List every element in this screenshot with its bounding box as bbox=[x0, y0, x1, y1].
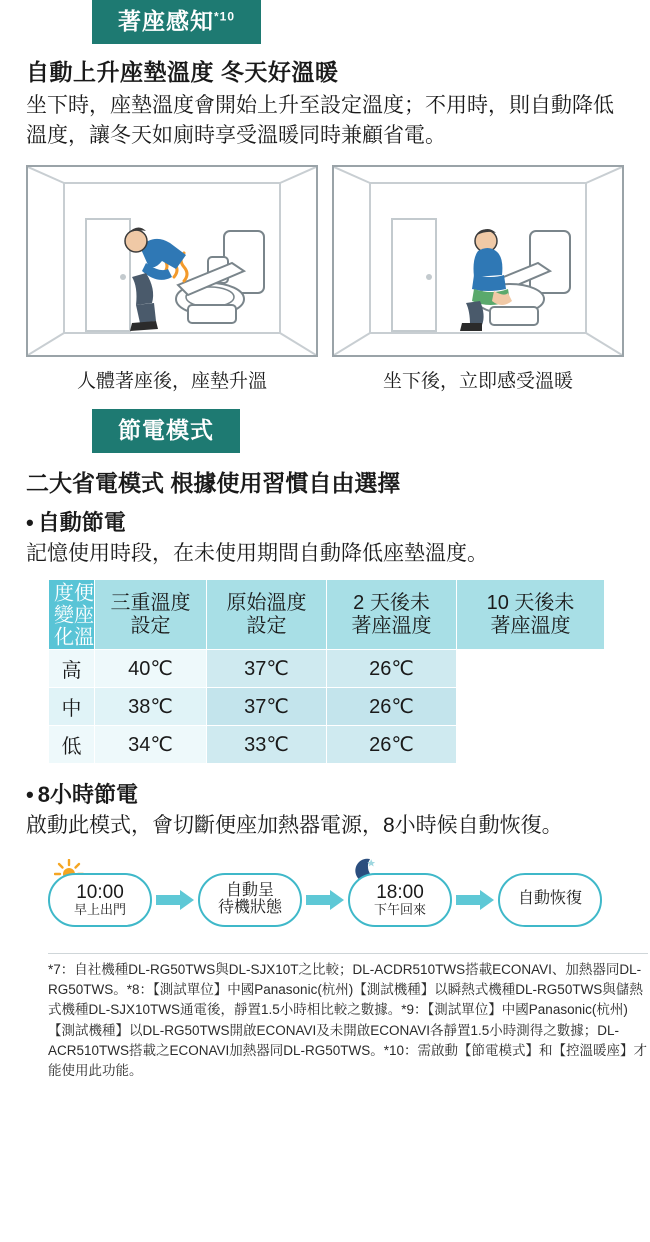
timeline-node-standby-line2: 待機狀態 bbox=[217, 898, 282, 916]
bullet-8hour-save: • 8小時節電 bbox=[26, 778, 624, 809]
table-row bbox=[49, 726, 605, 764]
table-col-header-1-line2: 設定 bbox=[130, 614, 171, 637]
section1-subheading: 自動上升座墊溫度 冬天好溫暖 bbox=[26, 59, 339, 86]
table-vertical-header bbox=[49, 580, 95, 650]
illustration-captions bbox=[26, 357, 624, 393]
table-col-header-4-line1: 10 天後未 bbox=[486, 591, 575, 614]
table-cell-original-mid: 38℃ bbox=[95, 688, 207, 726]
illustration-seated-user bbox=[332, 165, 624, 357]
table-row bbox=[49, 688, 605, 726]
timeline-node-standby bbox=[198, 873, 302, 927]
table-cell-after10-low: 26℃ bbox=[327, 726, 457, 764]
illustration-row bbox=[26, 165, 624, 357]
table-col-header-1-line1: 三重溫度 bbox=[110, 591, 191, 614]
room-perspective-left bbox=[28, 167, 316, 355]
ribbon-label: 著座感知 bbox=[118, 8, 214, 34]
bullet-8hour-save-desc: 啟動此模式，會切斷便座加熱器電源，8小時候自動恢復。 bbox=[26, 814, 563, 838]
section2-heading-ribbon bbox=[92, 409, 240, 453]
table-col-header-4-line2: 著座溫度 bbox=[490, 614, 571, 637]
table-col-header-2-line2: 設定 bbox=[246, 614, 287, 637]
timeline-node-morning-time: 10:00 bbox=[76, 882, 124, 904]
table-col-header-3-line1: 2 天後未 bbox=[353, 591, 430, 614]
table-col-header-4 bbox=[457, 580, 605, 650]
table-cell-after2-mid: 37℃ bbox=[207, 688, 327, 726]
table-row bbox=[49, 650, 605, 688]
footnote: *7：自社機種DL-RG50TWS與DL-SJX10T之比較；DL-ACDR510TWS搭載ECONAVI、加熱器同DL-RG50TWS。*8：【測試單位】中國Panasonic(杭州)【測試機種】以瞬熱式機種DL-RG50TWS與儲熱式機種DL-SJX10TWS通電後，靜置1.5小時相比較之數據。*9：【測試單位】中國Panasonic(杭州)【測試機種】以DL-RG50TWS開啟ECONAVI及未開啟ECONAVI各靜置1.5小時測得之數據；DL-ACR510TWS搭載之ECONAVI加熱器同DL-RG50TWS。*10：需啟動【節電模式】和【控溫暖座】才能使用此功能。 bbox=[48, 953, 648, 1082]
section1-paragraph: 坐下時，座墊溫度會開始上升至設定溫度；不用時，則自動降低溫度，讓冬天如廁時享受溫暖同時兼顧省電。 bbox=[26, 94, 614, 148]
room-perspective-right bbox=[334, 167, 622, 355]
table-cell-level-high: 高 bbox=[49, 650, 95, 688]
table-cell-after10-mid: 26℃ bbox=[327, 688, 457, 726]
timeline-node-morning bbox=[48, 873, 152, 927]
timeline-node-evening bbox=[348, 873, 452, 927]
table-col-header-3-line2: 著座溫度 bbox=[351, 614, 432, 637]
table-col-header-3 bbox=[327, 580, 457, 650]
section-seat-sensing bbox=[26, 0, 624, 393]
timeline bbox=[48, 857, 616, 943]
table-cell-after2-low: 33℃ bbox=[207, 726, 327, 764]
timeline-node-standby-line1: 自動呈 bbox=[225, 882, 274, 900]
section-power-save bbox=[26, 409, 624, 943]
timeline-arrow-1 bbox=[152, 890, 198, 910]
illustration-standing-user bbox=[26, 165, 318, 357]
table-cell-original-low: 34℃ bbox=[95, 726, 207, 764]
timeline-node-evening-time: 18:00 bbox=[376, 882, 424, 904]
timeline-node-morning-label: 早上出門 bbox=[73, 901, 126, 917]
table-cell-original-high: 40℃ bbox=[95, 650, 207, 688]
section2-ribbon-label: 節電模式 bbox=[118, 416, 214, 443]
table-cell-level-mid: 中 bbox=[49, 688, 95, 726]
table-header-row bbox=[49, 580, 605, 650]
table-col-header-2-line1: 原始溫度 bbox=[226, 591, 307, 614]
ribbon-superscript: *10 bbox=[214, 9, 236, 24]
table-cell-after2-high: 37℃ bbox=[207, 650, 327, 688]
table-cell-level-low: 低 bbox=[49, 726, 95, 764]
table-vertical-header-text: 便座溫度變化 bbox=[50, 581, 93, 648]
temperature-table bbox=[48, 579, 605, 764]
timeline-node-restore bbox=[498, 873, 602, 927]
bullet-auto-save-desc: 記憶使用時段，在未使用期間自動降低座墊溫度。 bbox=[26, 542, 488, 566]
table-col-header-1 bbox=[95, 580, 207, 650]
section2-subheading: 二大省電模式 根據使用習慣自由選擇 bbox=[26, 470, 401, 497]
timeline-arrow-3 bbox=[452, 890, 498, 910]
table-col-header-2 bbox=[207, 580, 327, 650]
section-heading-ribbon bbox=[92, 0, 261, 44]
table-cell-after10-high: 26℃ bbox=[327, 650, 457, 688]
bullet-auto-save: • 自動節電 bbox=[26, 506, 624, 537]
timeline-node-evening-label: 下午回來 bbox=[373, 901, 426, 917]
timeline-arrow-2 bbox=[302, 890, 348, 910]
caption-left: 人體著座後，座墊升溫 bbox=[76, 370, 267, 392]
caption-right: 坐下後，立即感受溫暖 bbox=[382, 370, 573, 392]
timeline-node-restore-label: 自動恢復 bbox=[517, 890, 582, 908]
